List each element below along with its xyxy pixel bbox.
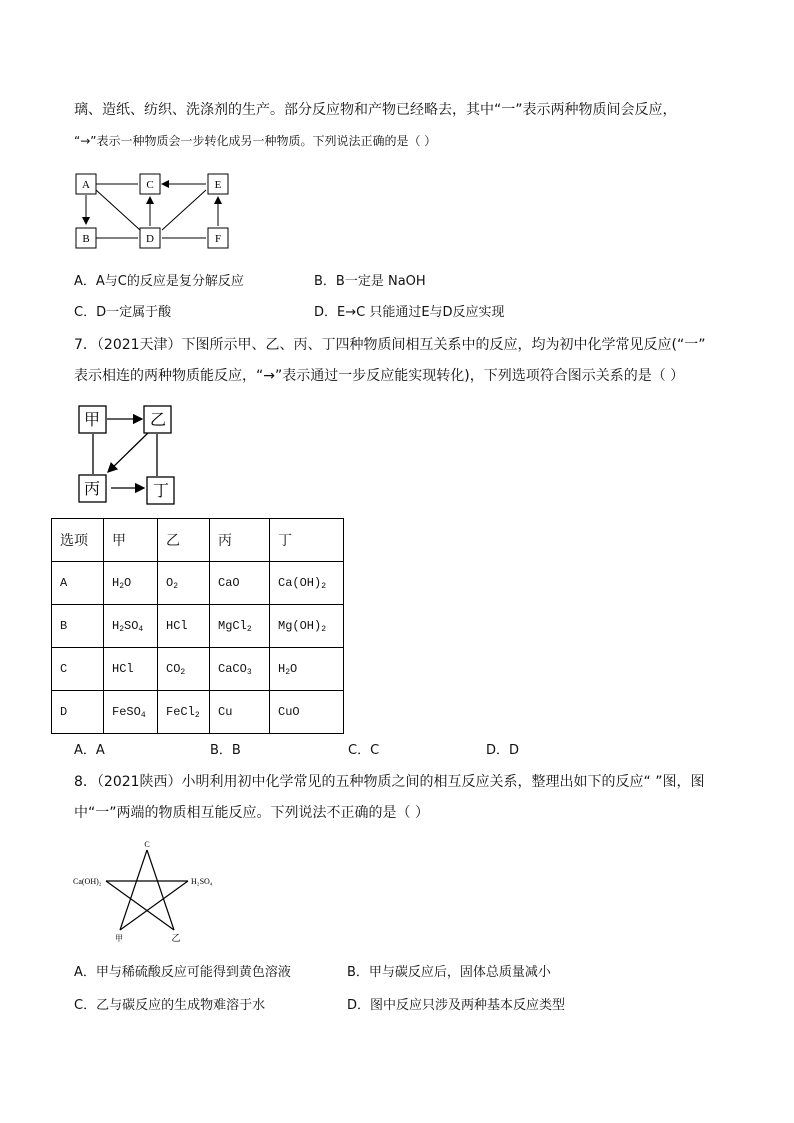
formula-cell: $H_2O$ — [104, 562, 158, 605]
header-cell: 丙 — [210, 519, 270, 562]
node-label-jia: 甲 — [115, 934, 123, 943]
svg-text:A: A — [82, 179, 90, 191]
q6-relation-diagram — [60, 160, 250, 260]
q6-option-b: B．B一定是 NaOH — [314, 274, 426, 289]
line-a-d — [96, 190, 140, 230]
q7-relation-diagram — [70, 398, 190, 508]
formula-cell: $H_2O$ — [270, 648, 344, 691]
node-label-h2so4: H₂SO₄ — [191, 877, 213, 886]
node-e — [208, 174, 228, 194]
table-row — [52, 605, 344, 648]
q6-option-d: D．E→C 只能通过E与D反应实现 — [314, 305, 505, 320]
formula-cell: $CO_2$ — [158, 648, 210, 691]
q7-stem-line-2: 表示相连的两种物质能反应，“→”表示通过一步反应能实现转化)，下列选项符合图示关系的是（ ） — [74, 368, 685, 384]
node-c — [140, 174, 160, 194]
q8-stem-line-2: 中“一”两端的物质相互能反应。下列说法不正确的是（ ） — [74, 805, 429, 821]
formula-cell: HCl — [158, 605, 210, 648]
svg-text:D: D — [146, 233, 154, 245]
node-a — [76, 174, 96, 194]
node-label-caoh2: Ca(OH)₂ — [73, 877, 102, 886]
star-lines — [106, 850, 188, 930]
formula-cell: CuO — [270, 691, 344, 734]
table-row — [52, 562, 344, 605]
node-d — [140, 228, 160, 248]
table-header-row — [52, 519, 344, 562]
node-jia — [79, 406, 106, 433]
formula-cell: $Ca(OH)_2$ — [270, 562, 344, 605]
formula-cell: $Mg(OH)_2$ — [270, 605, 344, 648]
formula-cell: FeCl$_2$ — [158, 691, 210, 734]
formula-cell: $O_2$ — [158, 562, 210, 605]
node-bing — [79, 475, 106, 502]
option-cell: A — [52, 562, 104, 605]
formula-cell: CaCO$_3$ — [210, 648, 270, 691]
q7-option-c: C．C — [348, 743, 380, 758]
header-cell: 乙 — [158, 519, 210, 562]
table-row — [52, 691, 344, 734]
header-cell: 甲 — [104, 519, 158, 562]
formula-cell: CaO — [210, 562, 270, 605]
q8-option-b: B．甲与碳反应后，固体总质量减小 — [347, 965, 551, 980]
formula-cell: MgCl$_2$ — [210, 605, 270, 648]
formula-cell: FeSO$_4$ — [104, 691, 158, 734]
q6-stem-line-1: 璃、造纸、纺织、洗涤剂的生产。部分反应物和产物已经略去，其中“一”表示两种物质间会反应， — [74, 102, 677, 118]
svg-text:乙: 乙 — [149, 410, 167, 429]
arrow-yi-bing — [108, 432, 149, 472]
formula-cell: HCl — [104, 648, 158, 691]
q8-option-a: A．甲与稀硫酸反应可能得到黄色溶液 — [74, 965, 291, 980]
line-e-d — [162, 190, 206, 230]
option-cell: D — [52, 691, 104, 734]
svg-text:B: B — [82, 233, 90, 245]
q7-options-table — [51, 518, 344, 734]
q8-option-c: C．乙与碳反应的生成物难溶于水 — [74, 998, 266, 1013]
q8-star-diagram — [70, 838, 230, 953]
header-cell: 选项 — [52, 519, 104, 562]
header-cell: 丁 — [270, 519, 344, 562]
svg-text:C: C — [146, 179, 154, 191]
node-ding — [147, 477, 174, 504]
q6-option-c: C．D一定属于酸 — [74, 305, 172, 320]
q6-stem-line-2: “→”表示一种物质会一步转化成另一种物质。下列说法正确的是（ ） — [74, 134, 437, 148]
node-label-yi: 乙 — [171, 934, 181, 944]
q7-stem-line-1: 7．（2021天津）下图所示甲、乙、丙、丁四种物质间相互关系中的反应，均为初中化学常见反应(“一” — [74, 337, 706, 353]
svg-text:丁: 丁 — [152, 481, 170, 500]
formula-cell: Cu — [210, 691, 270, 734]
svg-text:甲: 甲 — [83, 410, 101, 429]
option-cell: B — [52, 605, 104, 648]
node-label-c: C — [144, 840, 150, 849]
q7-option-a: A．A — [74, 743, 105, 758]
node-yi — [144, 406, 171, 433]
formula-cell: $H_2SO_4$ — [104, 605, 158, 648]
q8-option-d: D．图中反应只涉及两种基本反应类型 — [347, 998, 566, 1013]
table-row — [52, 648, 344, 691]
svg-text:E: E — [214, 179, 222, 191]
q6-option-a: A．A与C的反应是复分解反应 — [74, 274, 244, 289]
svg-text:丙: 丙 — [83, 479, 101, 498]
node-f — [208, 228, 228, 248]
q7-option-b: B．B — [210, 743, 241, 758]
svg-text:F: F — [214, 233, 222, 245]
node-b — [76, 228, 96, 248]
q7-option-d: D．D — [486, 743, 520, 758]
option-cell: C — [52, 648, 104, 691]
q8-stem-line-1: 8．（2021陕西）小明利用初中化学常见的五种物质之间的相互反应关系，整理出如下的反应“ ”图，图 — [74, 774, 705, 790]
